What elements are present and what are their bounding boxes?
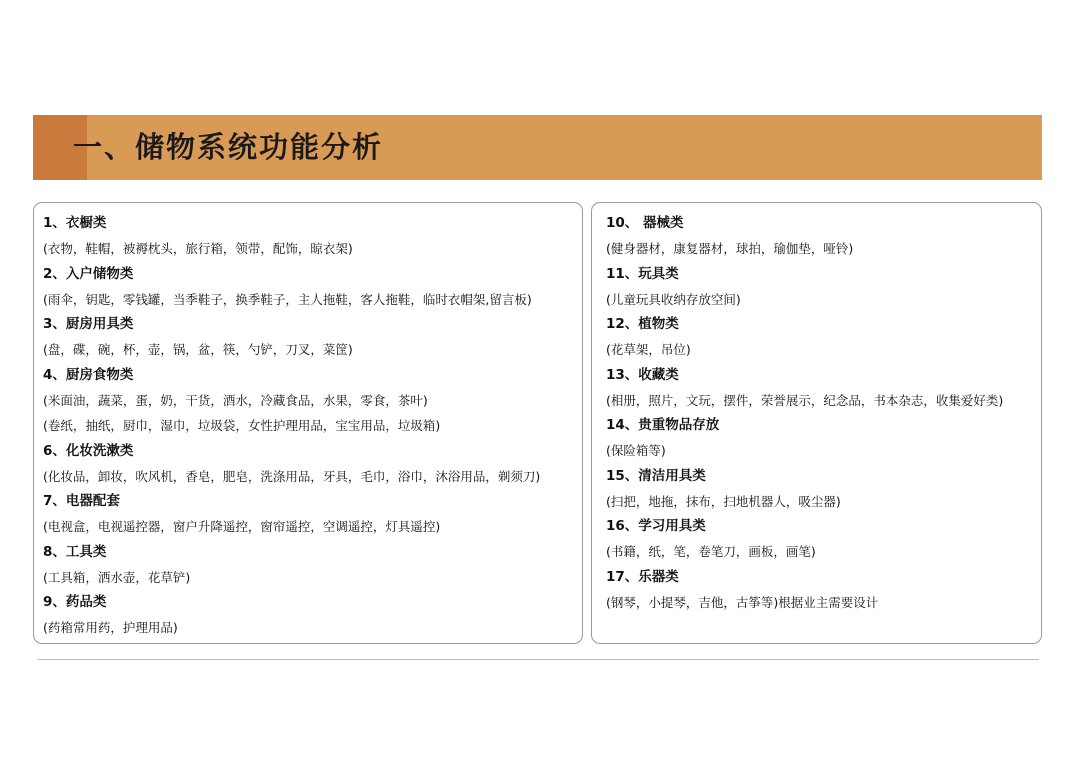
category-item	[43, 439, 574, 490]
category-details: (钢琴，小提琴，吉他，古筝等)根据业主需要设计	[606, 594, 879, 610]
category-item	[606, 565, 1033, 616]
category-heading: 6、化妆洗漱类	[43, 442, 134, 459]
category-item	[43, 590, 574, 641]
category-details: (扫把，地拖，抹布，扫地机器人，吸尘器)	[606, 493, 841, 509]
left-panel	[33, 202, 583, 644]
category-details: (药箱常用药，护理用品)	[43, 620, 178, 635]
section-banner	[33, 115, 1042, 180]
category-heading: 3、厨房用具类	[43, 316, 134, 332]
category-heading: 8、工具类	[43, 543, 107, 560]
category-heading: 12、植物类	[606, 316, 679, 332]
category-details: (化妆品，卸妆，吹风机，香皂，肥皂，洗涤用品，牙具，毛巾，浴巾，沐浴用品，剃须刀)	[43, 468, 541, 484]
category-heading: 15、清洁用具类	[606, 467, 706, 484]
category-item	[43, 489, 574, 540]
category-heading: 1、衣橱类	[43, 215, 107, 231]
category-item	[606, 262, 1033, 313]
category-item	[606, 413, 1033, 464]
right-panel	[591, 202, 1042, 644]
category-details: (卷纸，抽纸，厨巾，湿巾，垃圾袋，女性护理用品，宝宝用品，垃圾箱)	[43, 418, 441, 433]
category-heading: 9、药品类	[43, 594, 107, 610]
footer-divider	[38, 659, 1039, 660]
category-item	[43, 312, 574, 363]
category-details: (米面油，蔬菜，蛋，奶，干货，酒水，冷藏食品，水果，零食，茶叶)	[43, 392, 428, 408]
category-details: (保险箱等)	[606, 443, 666, 458]
category-details: (儿童玩具收纳存放空间)	[606, 291, 741, 307]
category-details: (花草架，吊位)	[606, 342, 691, 357]
category-heading: 13、收藏类	[606, 366, 679, 383]
category-heading: 11、玩具类	[606, 265, 679, 282]
section-title: 一、储物系统功能分析	[73, 130, 384, 164]
category-heading: 16、学习用具类	[606, 518, 706, 534]
category-details: (书籍，纸，笔，卷笔刀，画板，画笔)	[606, 544, 816, 559]
category-heading: 2、入户储物类	[43, 265, 134, 282]
category-item	[606, 464, 1033, 515]
category-item	[606, 211, 1033, 262]
category-heading: 10、 器械类	[606, 215, 684, 231]
category-item	[43, 211, 574, 262]
category-heading: 4、厨房食物类	[43, 366, 134, 383]
category-details: (雨伞，钥匙，零钱罐，当季鞋子，换季鞋子，主人拖鞋，客人拖鞋，临时衣帽架,留言板)	[43, 291, 532, 307]
category-heading: 17、乐器类	[606, 568, 679, 585]
category-item	[43, 363, 574, 439]
category-details: (盘，碟，碗，杯，壶，锅，盆，筷，勺铲，刀叉，菜筐)	[43, 342, 353, 357]
category-details: (工具箱，洒水壶，花草铲)	[43, 569, 191, 585]
category-details: (相册，照片，文玩，摆件，荣誉展示，纪念品，书本杂志，收集爱好类)	[606, 392, 1004, 408]
category-heading: 7、电器配套	[43, 493, 120, 509]
category-details: (衣物，鞋帽，被褥枕头，旅行箱，领带，配饰，晾衣架)	[43, 241, 353, 256]
category-item	[43, 262, 574, 313]
category-details: (电视盒，电视遥控器，窗户升降遥控，窗帘遥控，空调遥控，灯具遥控)	[43, 519, 441, 534]
category-item	[606, 363, 1033, 414]
category-item	[606, 312, 1033, 363]
category-heading: 14、贵重物品存放	[606, 417, 720, 433]
category-item	[43, 540, 574, 591]
category-details: (健身器材，康复器材，球拍，瑜伽垫，哑铃)	[606, 241, 854, 256]
category-item	[606, 514, 1033, 565]
